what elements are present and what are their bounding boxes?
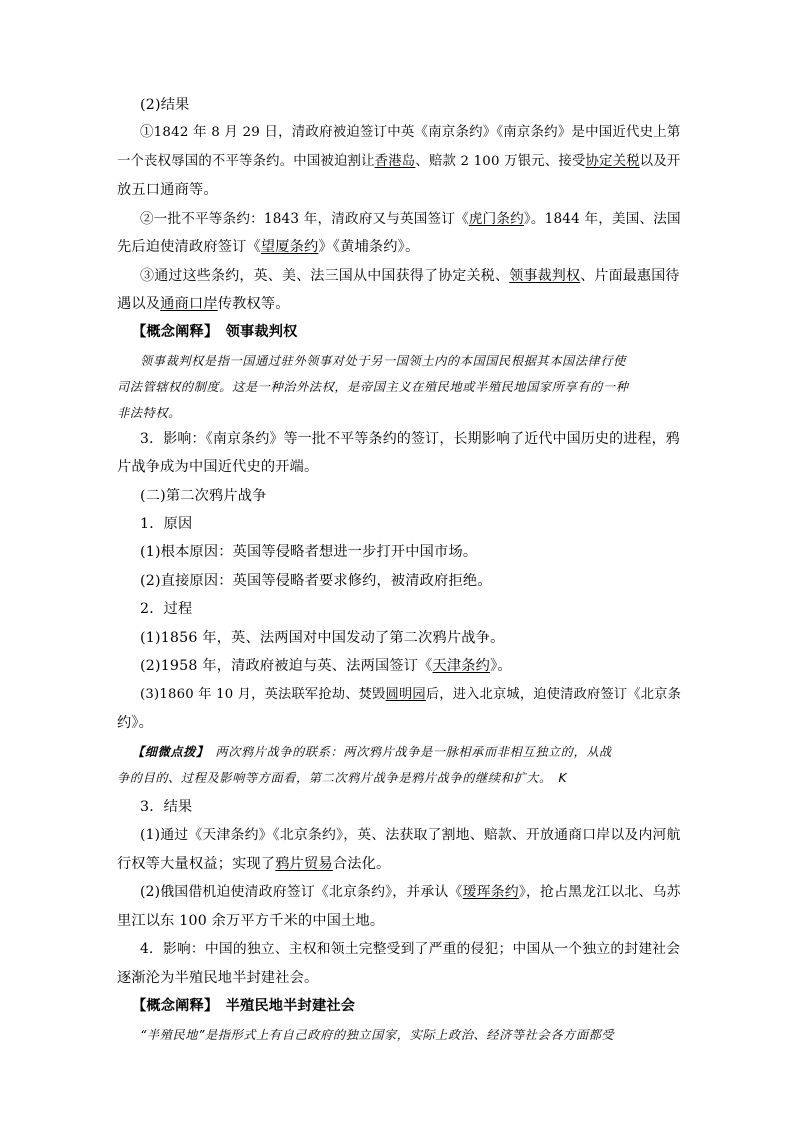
text-run: (2)结果	[140, 97, 190, 113]
text-run: 、片面最惠国待	[580, 268, 680, 284]
paragraph-line	[140, 628, 504, 648]
text-run: 》《黄埔条约》。	[318, 239, 420, 255]
subheading-process	[140, 599, 192, 619]
text-run: 1．原因	[140, 516, 193, 532]
paragraph-line	[140, 209, 681, 229]
subheading-cause	[140, 514, 192, 534]
text-run: 3．结果	[140, 799, 193, 815]
text-run: (3)1860 年 10 月，英法联军抢劫、焚毁	[140, 687, 386, 702]
concept-box-heading	[132, 996, 355, 1016]
text-run: 两次鸦片战争的联系：两次鸦片战争是一脉相承而非相互独立的，从战	[202, 745, 612, 759]
paragraph-line	[117, 968, 318, 988]
text-run: (1)1856 年，英、法两国对中国发动了第二次鸦片战争。	[140, 630, 505, 646]
text-run: (1)通过《天津条约》《北京条约》，英、法获取了割地、赔款、开放通商口岸以及内河航	[140, 827, 681, 843]
paragraph-line	[140, 123, 681, 143]
text-run: 约》。	[117, 715, 154, 731]
bold-label: 【概念阐释】	[132, 324, 212, 340]
underlined-term: 香港岛	[374, 154, 416, 169]
underlined-term: 虎门条约	[468, 211, 524, 227]
text-run: ③通过这些条约，英、美、法三国从中国获得了协定关税、	[140, 268, 510, 284]
underlined-term: 领事裁判权	[509, 268, 581, 284]
text-run: 司法管辖权的制度。这是一种治外法权，是帝国主义在殖民地或半殖民地国家所享有的一种	[117, 380, 629, 394]
text-run: (1)根本原因：英国等侵略者想进一步打开中国市场。	[140, 544, 478, 560]
paragraph-line	[117, 294, 290, 314]
text-run: 后，进入北京城，迫使清政府签订《北京条	[425, 687, 682, 702]
text-run: (二)第二次鸦片战争	[140, 488, 267, 504]
text-run: 传教权等。	[217, 296, 290, 312]
text-run: 领事裁判权是指一国通过驻外领事对处于另一国领土内的本国国民根据其本国法律行使	[140, 354, 626, 368]
subheading-result	[140, 797, 192, 817]
paragraph-line	[117, 180, 218, 200]
paragraph-line	[117, 457, 318, 477]
text-run: ②一批不平等条约：1843 年，清政府又与英国签订《	[140, 211, 469, 227]
underlined-term: 圆明园	[385, 687, 426, 702]
bold-label: 半殖民地半封建社会	[211, 998, 356, 1014]
text-run: 一个丧权辱国的不平等条约。中国被迫割让	[117, 154, 375, 169]
text-run: 行权等大量权益；实现了	[117, 856, 276, 872]
text-run: (2)直接原因：英国等侵略者要求修约，被清政府拒绝。	[140, 573, 492, 589]
text-run: 放五口通商等。	[117, 182, 218, 198]
text-run: 先后迫使清政府签订《	[117, 239, 261, 255]
text-run: 遇以及	[117, 296, 161, 312]
text-run: 片战争成为中国近代史的开端。	[117, 459, 319, 475]
text-run: 3．影响：《南京条约》等一批不平等条约的签订，长期影响了近代中国历史的进程，鸦	[140, 431, 680, 447]
paragraph-line	[117, 152, 680, 172]
paragraph-line	[140, 685, 681, 705]
text-run: 非法特权。	[117, 406, 181, 420]
text-run: ①1842 年 8 月 29 日，清政府被迫签订中英《南京条约》《南京条约》是中国近代史上第	[140, 125, 681, 140]
underlined-term: 瑷珲条约	[462, 884, 519, 900]
concept-box-heading	[132, 322, 298, 342]
text-run: 以及开	[639, 154, 681, 169]
section-heading-result	[140, 95, 189, 115]
text-run: (2)1958 年，清政府被迫与英、法两国签订《	[140, 658, 433, 674]
detail-tip-line	[132, 742, 612, 762]
text-run: 合法化。	[332, 856, 391, 872]
paragraph-line	[117, 854, 390, 874]
paragraph-line	[117, 713, 153, 733]
paragraph-line	[140, 571, 492, 591]
underlined-term: 鸦片贸易	[275, 856, 333, 872]
text-run: 、赔款 2 100 万银元、接受	[415, 154, 586, 169]
paragraph-line	[140, 429, 680, 449]
paragraph-line	[140, 939, 680, 959]
text-run: 》。1844 年，美国、法国	[523, 211, 681, 227]
bold-label: 【概念阐释】	[132, 998, 212, 1014]
paragraph-line	[117, 237, 419, 257]
detail-tip-line	[117, 768, 567, 788]
paragraph-line	[140, 656, 512, 676]
text-run: (2)俄国借机迫使清政府签订《北京条约》，并承认《	[140, 884, 463, 900]
section-heading-second-opium-war	[140, 486, 267, 506]
concept-note-line	[140, 351, 626, 371]
text-run: 》。	[490, 658, 512, 674]
underlined-term: 天津条约	[432, 658, 491, 674]
concept-note-line	[117, 403, 181, 423]
underlined-term: 协定关税	[585, 154, 640, 169]
paragraph-line	[140, 542, 477, 562]
text-run: 里江以东 100 余万平方千米的中国土地。	[117, 913, 385, 929]
concept-note-line	[140, 1025, 614, 1045]
text-run: 》，抢占黑龙江以北、乌苏	[518, 884, 681, 900]
underlined-term: 通商口岸	[160, 296, 218, 312]
paragraph-line	[117, 911, 384, 931]
concept-note-line	[117, 377, 629, 397]
text-run: 争的目的、过程及影响等方面看，第二次鸦片战争是鸦片战争的继续和扩大。 K	[117, 771, 568, 785]
bold-label: 【细微点拨】	[132, 745, 203, 759]
bold-label: 领事裁判权	[211, 324, 298, 340]
text-run: 逐渐沦为半殖民地半封建社会。	[117, 970, 319, 986]
text-run: 2．过程	[140, 601, 193, 617]
text-run: 4．影响：中国的独立、主权和领土完整受到了严重的侵犯；中国从一个独立的封建社会	[140, 941, 681, 957]
text-run: “半殖民地”是指形式上有自己政府的独立国家，实际上政治、经济等社会各方面都受	[140, 1028, 615, 1042]
paragraph-line	[140, 266, 680, 286]
paragraph-line	[140, 882, 681, 902]
underlined-term: 望厦条约	[260, 239, 319, 255]
paragraph-line	[140, 825, 681, 845]
